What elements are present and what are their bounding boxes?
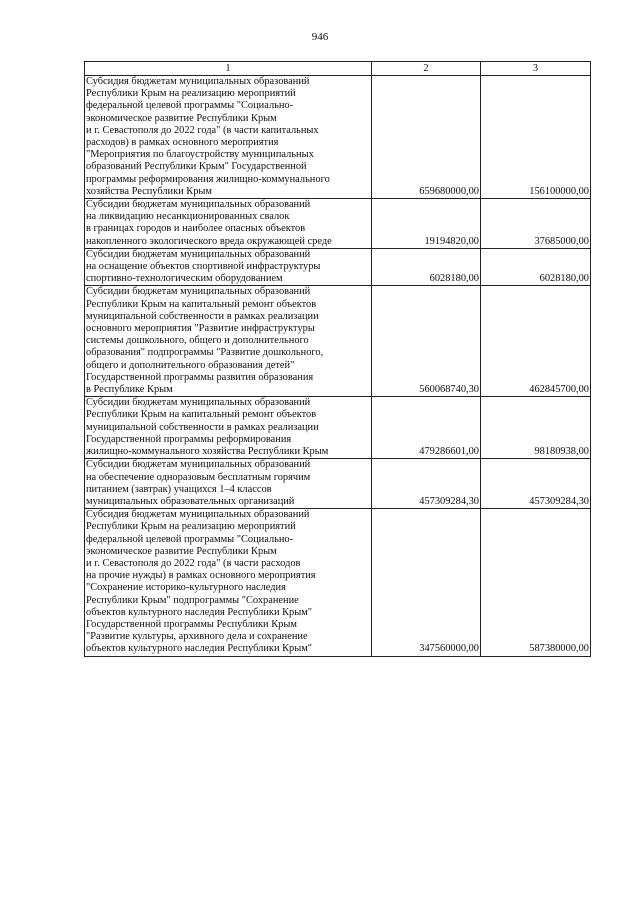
column-header-3: 3 [481,62,591,76]
row-amount-col2: 19194820,00 [372,199,481,249]
budget-table [84,61,591,657]
table-row [85,76,591,199]
table-header-row [85,62,591,76]
table-row [85,397,591,459]
row-amount-col2: 560068740,30 [372,286,481,397]
column-header-1: 1 [85,62,372,76]
table-row [85,199,591,249]
row-amount-col3: 587380000,00 [481,509,591,656]
column-header-2: 2 [372,62,481,76]
table-row [85,509,591,656]
row-amount-col3: 37685000,00 [481,199,591,249]
row-amount-col3: 156100000,00 [481,76,591,199]
row-amount-col2: 6028180,00 [372,248,481,286]
row-amount-col3: 6028180,00 [481,248,591,286]
row-description: Субсидия бюджетам муниципальных образований Республики Крым на реализацию мероприятий федеральной целевой программы "Социально- экономическое развитие Республики Крым и г. Севастополя до 2022 года" (в части расходов на прочие нужды) в рамках основного мероприятия "Сохранение историко-культурного наследия Республики Крым" подпрограммы "Сохранение объектов культурного наследия Республики Крым" Государственной программы Республики Крым "Развитие культуры, архивного дела и сохранение объектов культурного наследия Республики Крым" [85,509,372,656]
row-amount-col2: 457309284,30 [372,459,481,509]
row-description: Субсидии бюджетам муниципальных образований на оснащение объектов спортивной инфраструктуры спортивно-технологическим оборудованием [85,248,372,286]
row-amount-col2: 347560000,00 [372,509,481,656]
row-amount-col2: 659680000,00 [372,76,481,199]
row-amount-col3: 457309284,30 [481,459,591,509]
row-amount-col3: 462845700,00 [481,286,591,397]
row-description: Субсидии бюджетам муниципальных образований на ликвидацию несанкционированных свалок в границах городов и наиболее опасных объектов накопленного экологического вреда окружающей среде [85,199,372,249]
row-amount-col3: 98180938,00 [481,397,591,459]
table-row [85,248,591,286]
row-description: Субсидии бюджетам муниципальных образований Республики Крым на капитальный ремонт объектов муниципальной собственности в рамках реализации основного мероприятия "Развитие инфраструктуры системы дошкольного, общего и дополнительного образования" подпрограммы "Развитие дошкольного, общего и дополнительного образования детей" Государственной программы развития образования в Республике Крым [85,286,372,397]
page-number: 946 [311,31,329,43]
table-row [85,459,591,509]
table-row [85,286,591,397]
row-description: Субсидии бюджетам муниципальных образований на обеспечение одноразовым бесплатным горячим питанием (завтрак) учащихся 1–4 классов муниципальных образовательных организаций [85,459,372,509]
row-description: Субсидии бюджетам муниципальных образований Республики Крым на капитальный ремонт объектов муниципальной собственности в рамках реализации Государственной программы реформирования жилищно-коммунального хозяйства Республики Крым [85,397,372,459]
row-description: Субсидия бюджетам муниципальных образований Республики Крым на реализацию мероприятий федеральной целевой программы "Социально- экономическое развитие Республики Крым и г. Севастополя до 2022 года" (в части капитальных расходов) в рамках основного мероприятия "Мероприятия по благоустройству муниципальных образований Республики Крым" Государственной программы реформирования жилищно-коммунального хозяйства Республики Крым [85,76,372,199]
row-amount-col2: 479286601,00 [372,397,481,459]
